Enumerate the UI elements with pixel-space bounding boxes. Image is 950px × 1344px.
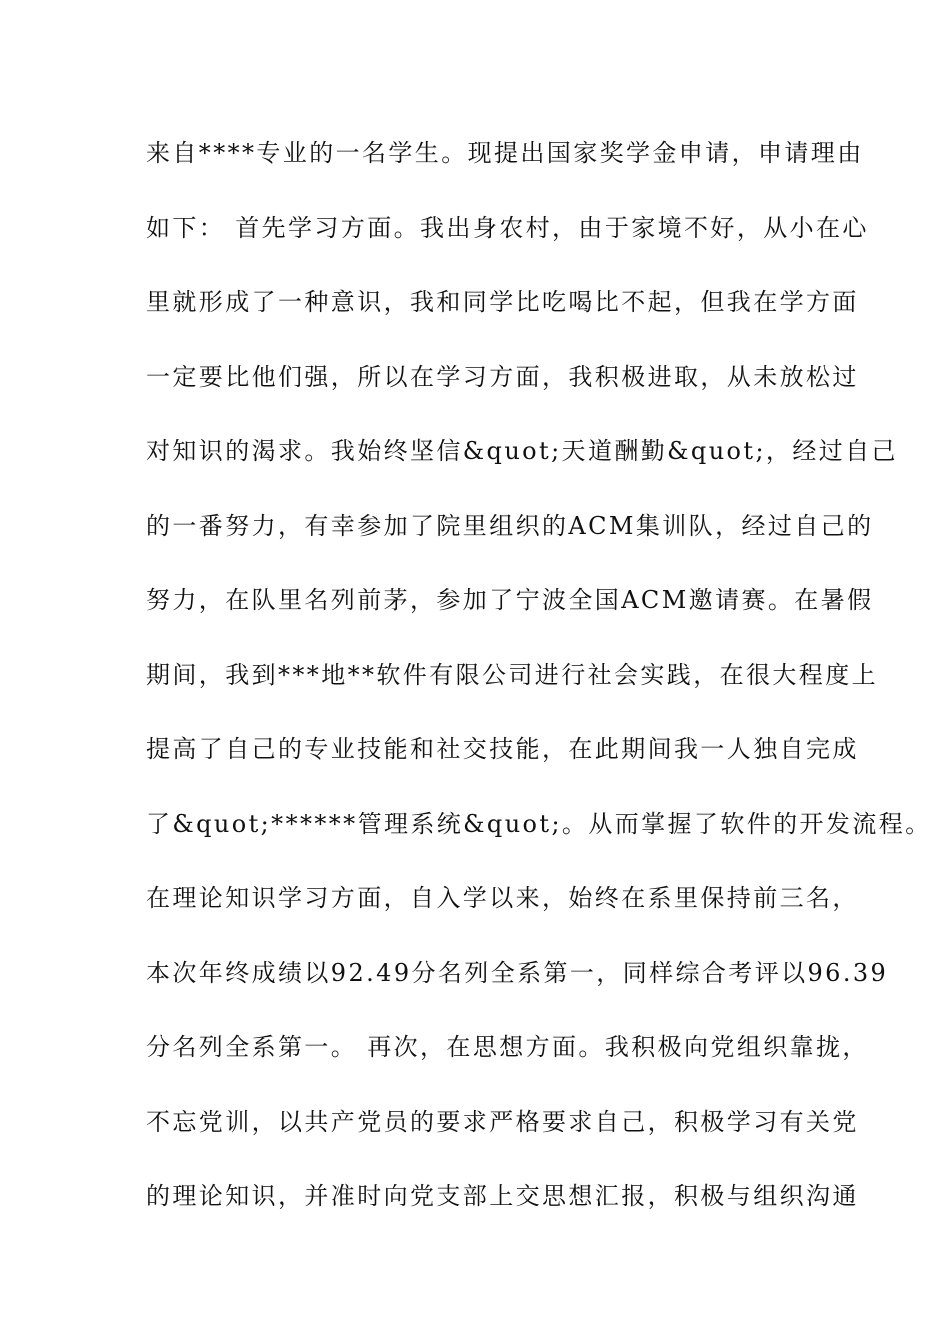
text-line: 本次年终成绩以92.49分名列全系第一，同样综合考评以96.39 <box>146 958 889 987</box>
text-line: 提高了自己的专业技能和社交技能，在此期间我一人独自完成 <box>146 735 859 763</box>
text-line: 一定要比他们强，所以在学习方面，我积极进取，从未放松过 <box>146 362 859 391</box>
text-line: 在理论知识学习方面，自入学以来，始终在系里保持前三名， <box>146 884 859 912</box>
text-line: 如下： 首先学习方面。我出身农村，由于家境不好，从小在心 <box>146 213 869 242</box>
text-line: 不忘党训，以共产党员的要求严格要求自己，积极学习有关党 <box>146 1107 859 1136</box>
text-line: 的一番努力，有幸参加了院里组织的ACM集训队，经过自己的 <box>146 511 874 540</box>
text-line: 的理论知识，并准时向党支部上交思想汇报，积极与组织沟通 <box>146 1182 859 1210</box>
text-line: 里就形成了一种意识，我和同学比吃喝比不起，但我在学方面 <box>146 288 859 316</box>
text-line: 期间，我到***地**软件有限公司进行社会实践，在很大程度上 <box>146 660 878 689</box>
text-line: 对知识的渴求。我始终坚信&quot;天道酬勤&quot;，经过自己 <box>146 437 898 465</box>
text-line: 来自****专业的一名学生。现提出国家奖学金申请，申请理由 <box>146 139 864 167</box>
text-line: 了&quot;******管理系统&quot;。从而掌握了软件的开发流程。 <box>146 809 932 838</box>
text-line: 分名列全系第一。 再次，在思想方面。我积极向党组织靠拢， <box>146 1033 869 1061</box>
body-text <box>146 134 932 1252</box>
text-line: 努力，在队里名列前茅，参加了宁波全国ACM邀请赛。在暑假 <box>146 586 874 614</box>
